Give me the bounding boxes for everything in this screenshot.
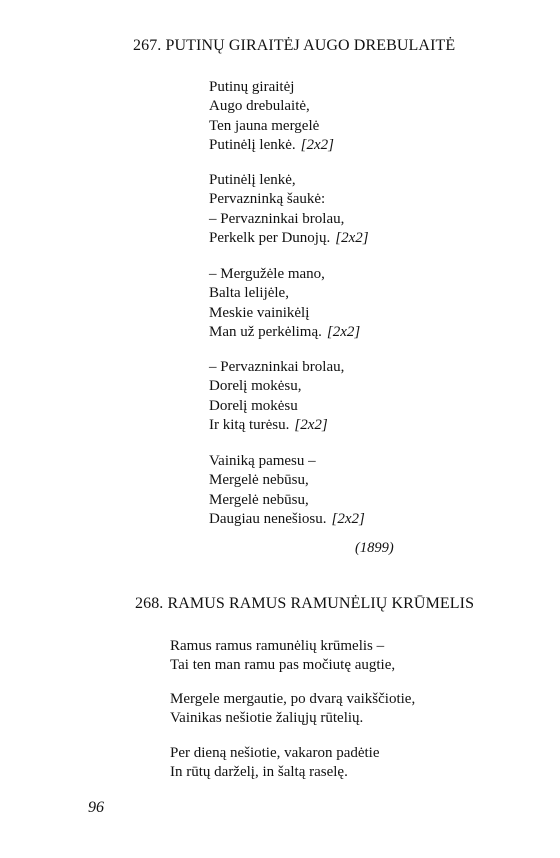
verse-line: Ramus ramus ramunėlių krūmelis – <box>170 638 385 654</box>
verse-line: Mergelė nebūsu, <box>209 491 309 508</box>
stanza <box>209 358 344 436</box>
verse-line: Perkelk per Dunojų. [2x2] <box>209 230 369 247</box>
repeat-mark: [2x2] <box>326 324 361 341</box>
verse-line: Dorelį mokėsu, <box>209 378 302 395</box>
verse-line: Putinėlį lenkė, <box>209 172 296 188</box>
stanza <box>209 171 369 249</box>
repeat-mark: [2x2] <box>300 137 334 154</box>
repeat-mark: [2x2] <box>331 511 365 528</box>
verse-line: Dorelį mokėsu <box>209 397 298 414</box>
song-title: 268. RAMUS RAMUS RAMUNĖLIŲ KRŪMELIS <box>135 595 475 612</box>
verse-line: Tai ten man ramu pas močiutę augtie, <box>170 657 396 674</box>
stanza <box>209 452 365 530</box>
stanza <box>170 744 380 783</box>
stanza <box>209 78 334 156</box>
verse-line: Per dieną nešiotie, vakaron padėtie <box>170 745 380 761</box>
verse-line: Mergele mergautie, po dvarą vaikščiotie, <box>170 691 416 707</box>
verse-line: – Pervazninkai brolau, <box>209 359 345 375</box>
verse-line: Pervazninką šaukė: <box>209 191 326 208</box>
verse-line: Balta lelijėle, <box>209 285 289 302</box>
song-title: 267. PUTINŲ GIRAITĖJ AUGO DREBULAITĖ <box>133 37 456 54</box>
verse-line: In rūtų darželį, in šaltą raselę. <box>170 764 348 781</box>
verse-line: Putinų giraitėj <box>209 79 295 95</box>
verse-line: Ten jauna mergelė <box>209 117 320 134</box>
verse-line: Augo drebulaitė, <box>209 98 310 115</box>
song-date: (1899) <box>355 540 394 556</box>
verse-line: Mergelė nebūsu, <box>209 472 309 489</box>
verse-line: Vainiką pamesu – <box>209 453 316 469</box>
verse-line: Meskie vainikėlį <box>209 304 310 321</box>
page-number: 96 <box>88 799 104 816</box>
verse-line: Daugiau nenešiosu. [2x2] <box>209 511 365 528</box>
verse-line: Putinėlį lenkė. [2x2] <box>209 137 334 154</box>
verse-line: Ir kitą turėsu. [2x2] <box>209 417 328 434</box>
repeat-mark: [2x2] <box>294 417 328 434</box>
stanza <box>170 690 415 729</box>
verse-line: Man už perkėlimą. [2x2] <box>209 324 361 341</box>
repeat-mark: [2x2] <box>335 230 369 247</box>
verse-line: – Pervazninkai brolau, <box>209 210 345 227</box>
verse-line: Vainikas nešiotie žaliųjų rūtelių. <box>170 710 364 727</box>
stanza <box>209 265 360 343</box>
stanza <box>170 637 395 676</box>
verse-line: – Mergužėle mano, <box>209 266 325 282</box>
